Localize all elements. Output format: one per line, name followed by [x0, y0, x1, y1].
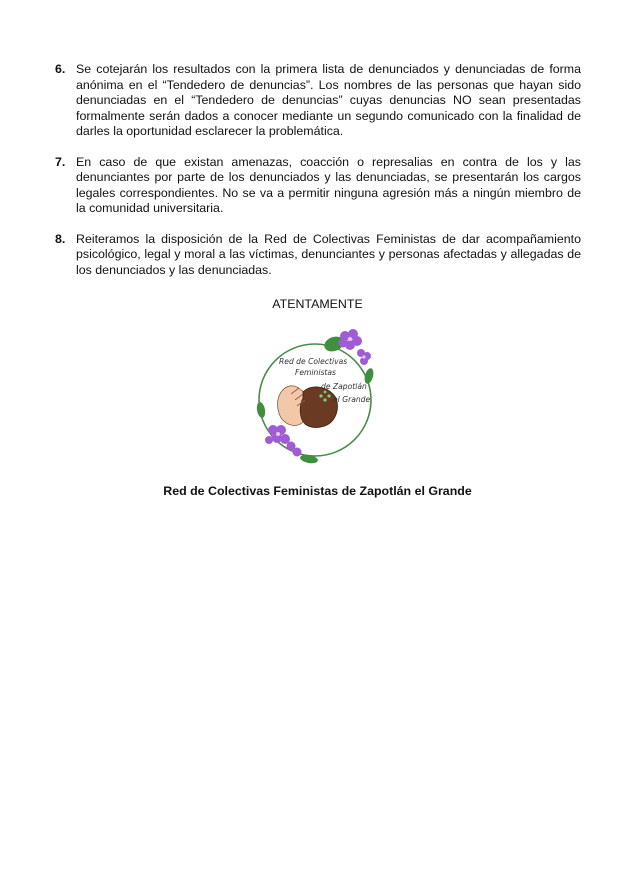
collective-logo — [251, 326, 381, 466]
list-item — [55, 232, 581, 279]
item-text: Se cotejarán los resultados con la primera lista de denunciados y denunciadas de forma anónima en el “Tendedero de denuncias”. Los nombres de las personas que hayan sido denunciadas en el “Tendedero de denuncias” cuyas denuncias NO sean presentadas formalmente serán dados a conocer mediante un segundo comunicado con la finalidad de darles la oportunidad esclarecer la problemática. — [76, 62, 581, 138]
logo-text-line1: Red de Colectivas — [279, 357, 348, 366]
item-text: En caso de que existan amenazas, coacción o represalias en contra de los y las denunciantes por parte de los denunciados y las denunciadas, se presentarán los cargos legales correspondientes. No se va a permitir ninguna agresión más a ningún miembro de la comunidad universitaria. — [76, 154, 581, 215]
numbered-list — [55, 62, 581, 293]
logo-text-line4: el Grande — [333, 395, 371, 404]
logo-text-line3: de Zapotlán — [321, 382, 367, 391]
clasped-hands-icon — [278, 386, 338, 428]
item-number: 6. — [55, 62, 66, 76]
closing-text: ATENTAMENTE — [272, 297, 363, 311]
item-text: Reiteramos la disposición de la Red de Colectivas Feministas de dar acompañamiento psicológico, legal y moral a las víctimas, denunciantes y personas afectadas y allegadas de los denunciados y las denunciadas. — [76, 231, 581, 277]
logo-text-line2: Feministas — [295, 368, 337, 377]
list-item — [55, 62, 581, 140]
item-number: 7. — [55, 154, 66, 169]
list-item — [55, 155, 581, 217]
signature: Red de Colectivas Feministas de Zapotlán el Grande — [163, 484, 472, 498]
flower-cluster-bottom-icon — [265, 425, 319, 465]
item-number: 8. — [55, 231, 66, 246]
